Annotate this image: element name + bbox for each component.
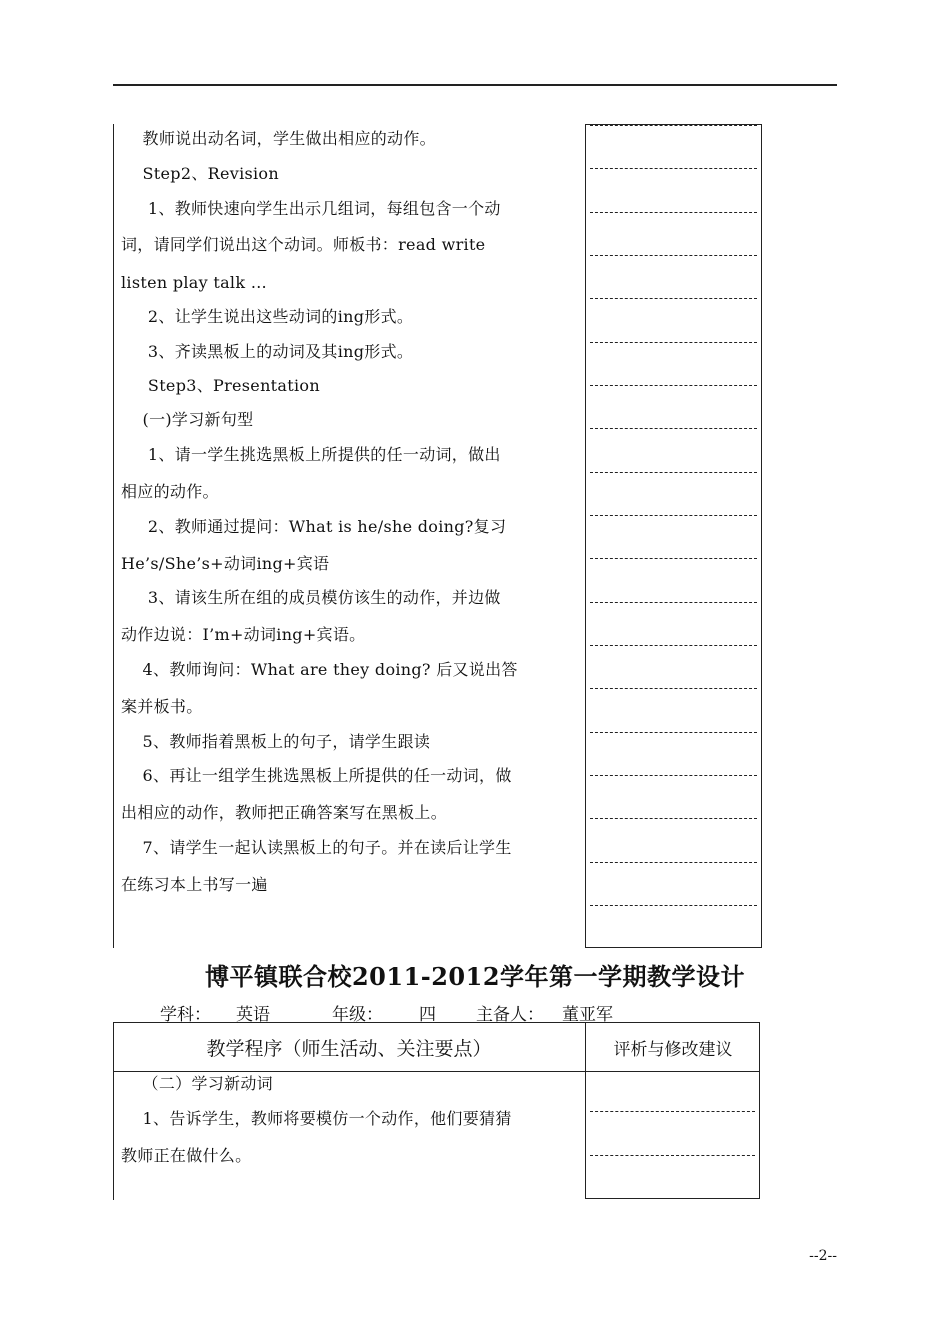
content-line: 在练习本上书写一遍 <box>121 875 268 894</box>
comment-line <box>590 385 757 386</box>
comment-line <box>590 428 757 429</box>
content-line: 动作边说：I’m+动词ing+宾语。 <box>121 625 366 644</box>
comment-line <box>590 905 757 906</box>
preparer-value: 董亚军 <box>562 1005 613 1025</box>
subject-label: 学科： <box>160 1005 211 1025</box>
content-line: 4、教师询问：What are they doing? 后又说出答 <box>121 660 518 679</box>
content-line: 1、请一学生挑选黑板上所提供的任一动词，做出 <box>121 445 501 464</box>
table2-header-comments: 评析与修改建议 <box>585 1022 760 1072</box>
grade-label: 年级： <box>332 1005 383 1025</box>
table2-left-border <box>113 1072 114 1200</box>
content-line: (一)学习新句型 <box>121 410 254 429</box>
comment-line <box>590 298 757 299</box>
comment-line <box>590 515 757 516</box>
comment-line <box>590 1111 755 1112</box>
content-line: 2、让学生说出这些动词的ing形式。 <box>121 307 414 326</box>
table1-comment-column <box>585 124 762 948</box>
content-line: 词，请同学们说出这个动词。师板书：read write <box>121 235 486 254</box>
content-line: 相应的动作。 <box>121 482 219 501</box>
comment-line <box>590 1198 755 1199</box>
content-line: 6、再让一组学生挑选黑板上所提供的任一动词，做 <box>121 766 512 785</box>
comment-line <box>590 645 757 646</box>
comment-line <box>590 472 757 473</box>
comment-line <box>590 168 757 169</box>
comment-line <box>590 602 757 603</box>
page-number: --2-- <box>809 1248 837 1264</box>
content-line: listen play talk … <box>121 273 268 292</box>
comment-line <box>590 255 757 256</box>
content-line: He’s/She’s+动词ing+宾语 <box>121 554 330 573</box>
comment-line <box>590 818 757 819</box>
content-line: 2、教师通过提问：What is he/she doing?复习 <box>121 517 507 536</box>
header-rule <box>113 84 837 86</box>
content-line: 7、请学生一起认读黑板上的句子。并在读后让学生 <box>121 838 512 857</box>
document-title: 博平镇联合校2011-2012学年第一学期教学设计 <box>204 962 746 991</box>
content-line: 3、请该生所在组的成员模仿该生的动作，并边做 <box>121 588 501 607</box>
content-line: 教师说出动名词，学生做出相应的动作。 <box>121 129 436 148</box>
comment-line <box>590 125 757 126</box>
grade-value: 四 <box>419 1005 436 1025</box>
comment-line <box>590 1155 755 1156</box>
subject-value: 英语 <box>236 1005 270 1025</box>
comment-line <box>590 688 757 689</box>
comment-line <box>590 862 757 863</box>
comment-line <box>590 212 757 213</box>
table1-left-border <box>113 124 114 948</box>
content-line: （二）学习新动词 <box>121 1074 273 1093</box>
comment-line <box>590 342 757 343</box>
comment-line <box>590 732 757 733</box>
preparer-label: 主备人： <box>476 1005 544 1025</box>
content-line: 5、教师指着黑板上的句子，请学生跟读 <box>121 732 431 751</box>
content-line: 教师正在做什么。 <box>121 1146 252 1165</box>
table2-header-procedure: 教学程序（师生活动、关注要点） <box>206 1037 492 1060</box>
content-line: 3、齐读黑板上的动词及其ing形式。 <box>121 342 414 361</box>
content-line: Step3、Presentation <box>121 376 320 395</box>
content-line: 1、告诉学生，教师将要模仿一个动作，他们要猜猜 <box>121 1109 512 1128</box>
content-line: 案并板书。 <box>121 697 203 716</box>
comment-line <box>590 558 757 559</box>
content-line: 1、教师快速向学生出示几组词，每组包含一个动 <box>121 199 501 218</box>
table2-comment-column <box>585 1072 760 1199</box>
table2 <box>113 1022 760 1200</box>
content-line: 出相应的动作，教师把正确答案写在黑板上。 <box>121 803 448 822</box>
comment-line <box>590 775 757 776</box>
content-line: Step2、Revision <box>121 164 279 183</box>
